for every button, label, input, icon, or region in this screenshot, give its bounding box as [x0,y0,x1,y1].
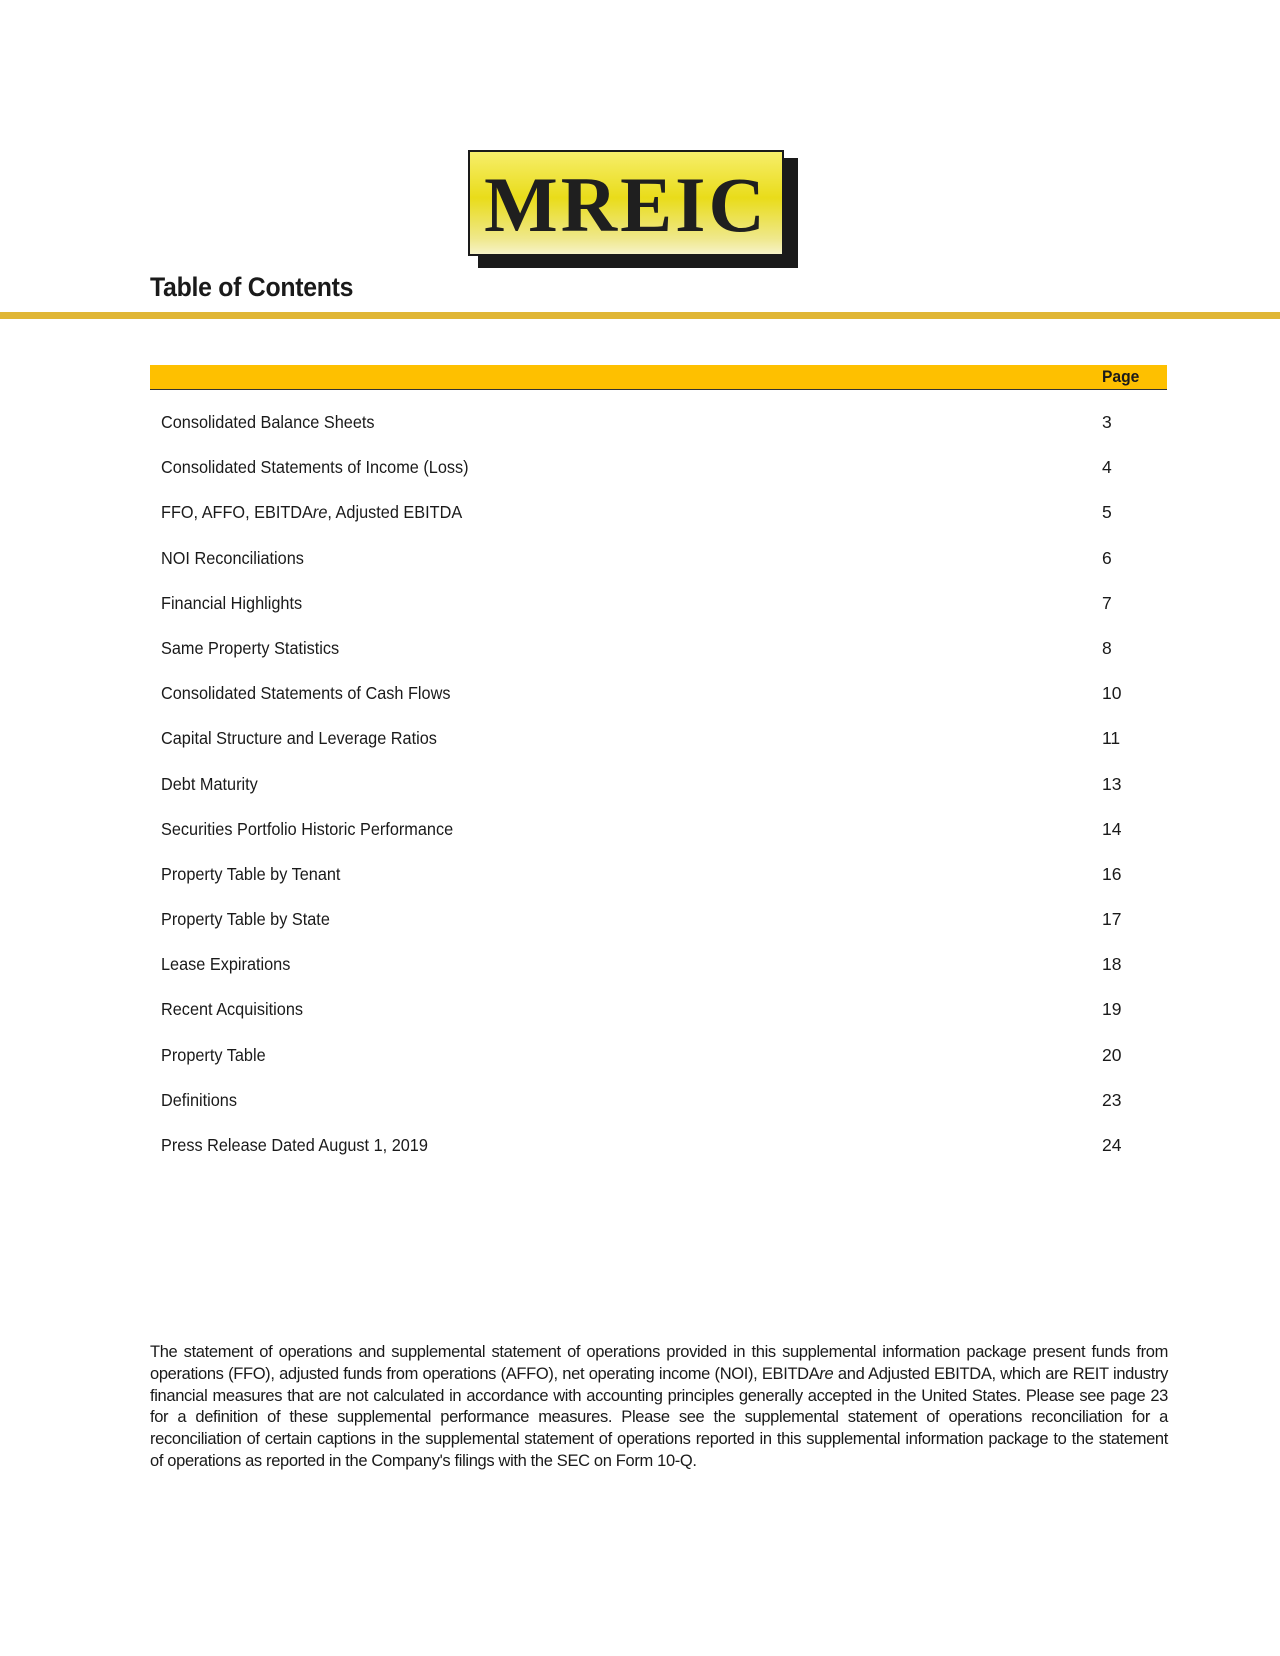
toc-entry[interactable] [150,679,1167,724]
toc-entry-page: 16 [1102,863,1122,884]
toc-entry-page: 6 [1102,547,1112,568]
toc-entry-label: Consolidated Balance Sheets [161,412,375,432]
toc-entry-label: Lease Expirations [161,954,291,975]
toc-header-bar [150,365,1167,390]
page-column-header: Page [1102,367,1140,386]
footnote-paragraph: The statement of operations and supplemental statement of operations provided in this supplemental information package present funds from operations (FFO), adjusted funds from operations (AFFO), net operating income (NOI), EBITDAre and Adjusted EBITDA, which are REIT industry financial measures that are not calculated in accordance with accounting principles generally accepted in the United States. Please see page 23 for a definition of these supplemental performance measures. Please see the supplemental statement of operations reconciliation for a reconciliation of certain captions in the supplemental statement of operations reported in this supplemental information package to the statement of operations as reported in the Company's filings with the SEC on Form 10-Q. [150,1343,1168,1470]
toc-entry[interactable] [150,634,1167,679]
toc-entry-page: 23 [1102,1089,1122,1110]
toc-entry[interactable] [150,453,1167,498]
toc-entry[interactable] [150,905,1167,950]
toc-entry[interactable] [150,950,1167,995]
toc-entry-page: 5 [1102,502,1112,523]
toc-entry[interactable] [150,815,1167,860]
toc-entry-label: Debt Maturity [161,773,258,794]
toc-entry[interactable] [150,498,1167,543]
toc-entry-page: 10 [1102,683,1122,704]
toc-entry-label: Same Property Statistics [161,637,340,658]
toc-entry[interactable] [150,724,1167,769]
toc-entry-label: Consolidated Statements of Cash Flows [161,683,451,704]
toc-entry-label: NOI Reconciliations [161,547,304,568]
toc-entry-page: 18 [1102,954,1122,975]
toc-entry[interactable] [150,1086,1167,1131]
toc-entry-label: Financial Highlights [161,592,303,613]
toc-entry-label: FFO, AFFO, EBITDAre, Adjusted EBITDA [161,502,463,523]
toc-entry-page: 13 [1102,773,1122,794]
toc-entry-page: 17 [1102,909,1122,930]
toc-entry-page: 4 [1102,457,1112,478]
toc-entry-page: 24 [1102,1135,1122,1155]
logo-plate [468,150,784,256]
toc-entry-page: 11 [1102,728,1121,749]
toc-entry-label: Definitions [161,1089,237,1110]
toc-entry-page: 19 [1102,999,1122,1020]
toc-entry-page: 14 [1102,818,1122,839]
toc-entry[interactable] [150,589,1167,634]
toc-entry[interactable] [150,995,1167,1040]
company-logo [468,150,798,268]
toc-entry-label: Property Table [161,1044,266,1065]
toc-entry[interactable] [150,408,1167,453]
toc-entry-label: Consolidated Statements of Income (Loss) [161,457,469,478]
toc-entry-label: Recent Acquisitions [161,999,304,1020]
toc-entry[interactable] [150,544,1167,589]
table-of-contents [150,365,1167,1176]
toc-entry-page: 8 [1102,637,1112,658]
logo-text: MREIC [484,161,768,248]
page-title: Table of Contents [150,272,354,302]
toc-entry-label: Property Table by State [161,909,330,930]
toc-entry-page: 7 [1102,592,1112,613]
toc-entry-page: 20 [1102,1044,1122,1065]
toc-entry[interactable] [150,1041,1167,1086]
toc-entry-label: Capital Structure and Leverage Ratios [161,728,437,749]
toc-entry-label: Press Release Dated August 1, 2019 [161,1135,428,1155]
title-divider [0,312,1280,319]
toc-entry-page: 3 [1102,412,1112,432]
toc-entry[interactable] [150,860,1167,905]
toc-list [150,408,1167,1176]
toc-entry[interactable] [150,1131,1167,1176]
toc-entry[interactable] [150,770,1167,815]
toc-entry-label: Property Table by Tenant [161,863,341,884]
toc-entry-label: Securities Portfolio Historic Performance [161,818,454,839]
